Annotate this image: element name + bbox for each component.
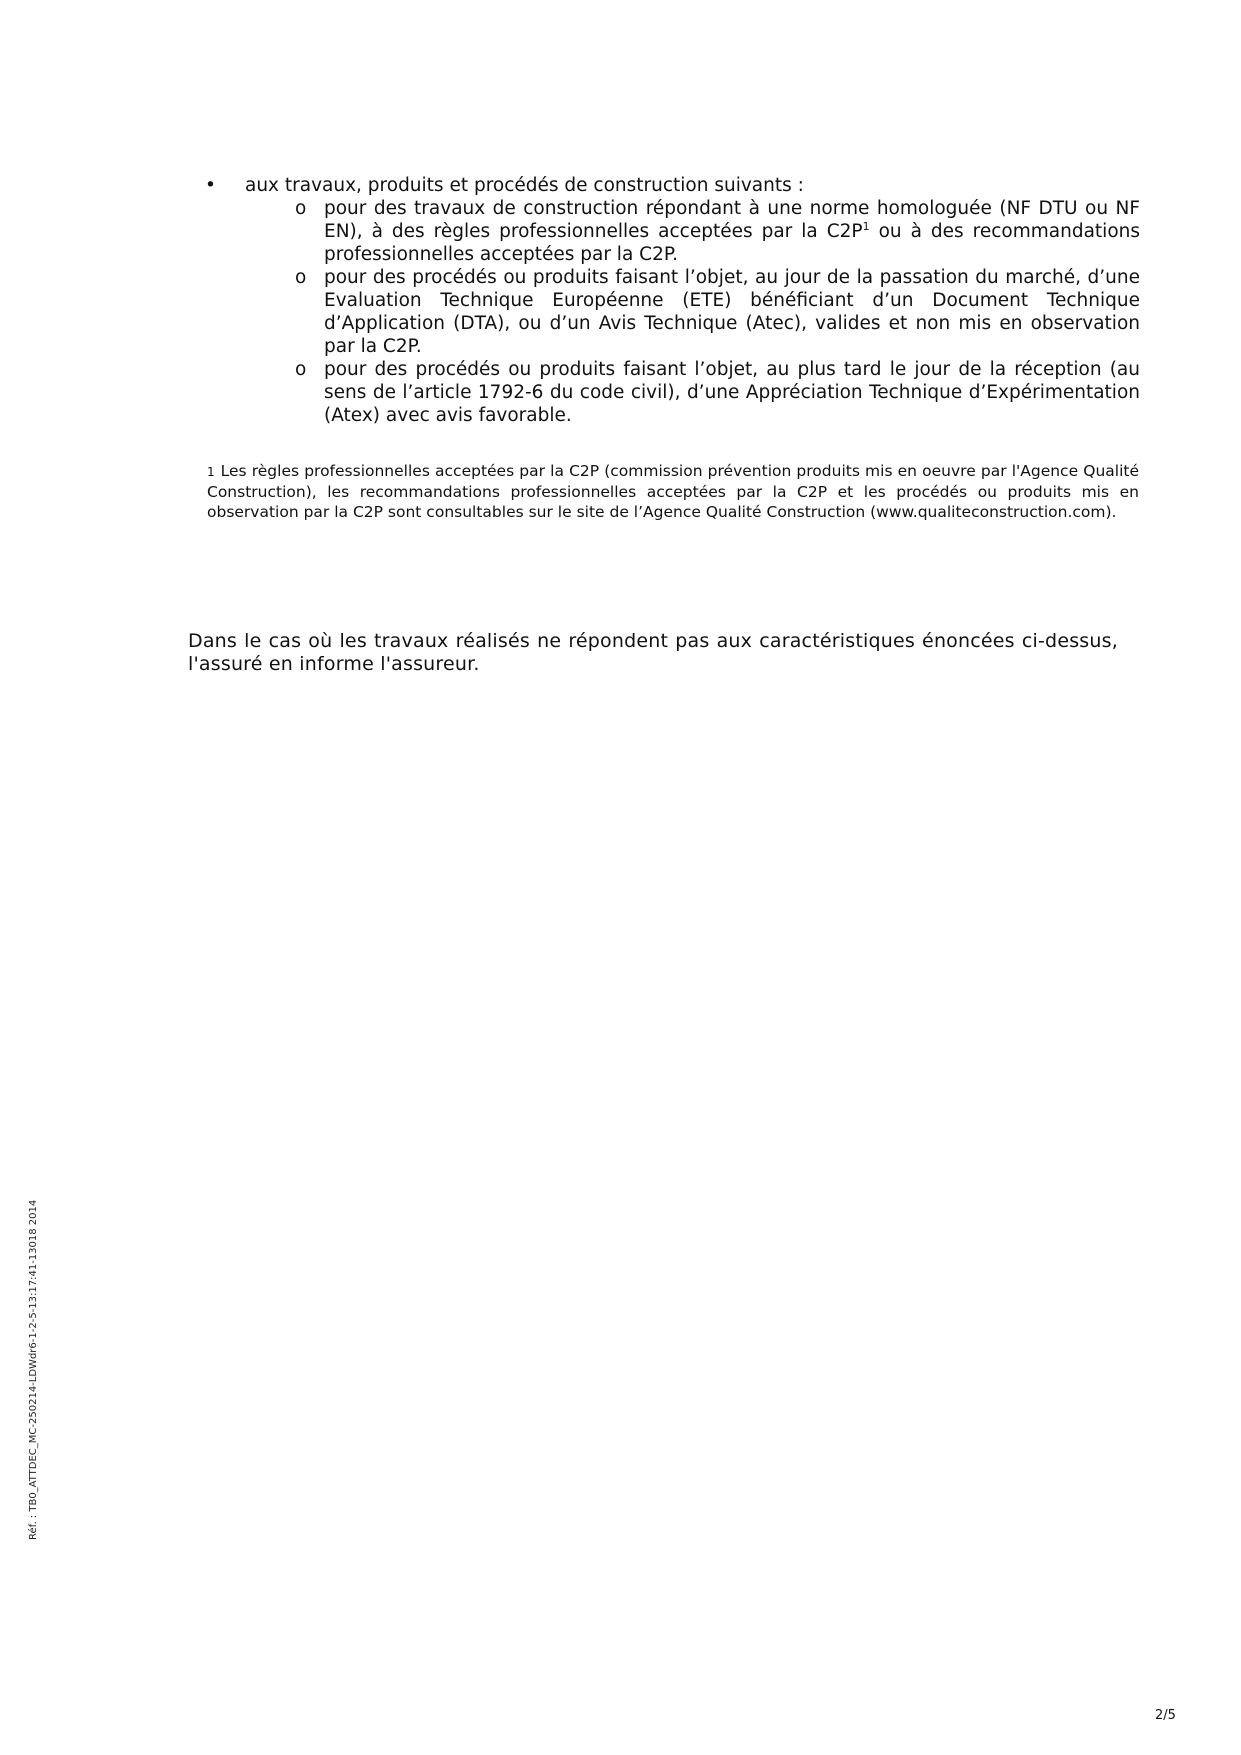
bullet-marker: • <box>205 175 216 196</box>
footnote-text: Les règles professionnelles acceptées par la C2P (commission prévention produits mis en oeuvre par l'Agence Qualité Construction), les recommandations professionnelles acceptées par la C2P et les procédés ou produits mis en observation par la C2P sont consultables sur le site de l’Agence Qualité Construction (www.qualiteconstruction.com). <box>207 462 1139 521</box>
sub-item-marker: o <box>295 198 307 219</box>
sub-item-text: pour des travaux de construction répondant à une norme homologuée (NF DTU ou NF EN), à des règles professionnelles acceptées par la C2P <box>324 198 1140 242</box>
footnote <box>207 461 1139 522</box>
sub-list <box>295 197 1140 427</box>
sub-item-text: pour des procédés ou produits faisant l’objet, au jour de la passation du marché, d’une Evaluation Technique Européenne (ETE) bénéficiant d’un Document Technique d’Application (DTA), ou d’un Avis Technique (Atec), valides et non mis en observation par la C2P. <box>324 267 1140 357</box>
footnote-reference: 1 <box>862 219 870 233</box>
main-bullet-text: aux travaux, produits et procédés de construction suivants : <box>245 175 804 196</box>
main-bullet-item <box>205 174 1140 197</box>
sub-item-marker: o <box>295 267 307 288</box>
side-reference: Réf. : TB0_ATTDEC_MC-250214-LDWdr6-1-2-5-13:17:41-13018 2014 <box>28 1199 39 1540</box>
conclusion-paragraph: Dans le cas où les travaux réalisés ne répondent pas aux caractéristiques énoncées ci-dessus, l'assuré en informe l'assureur. <box>188 630 1118 675</box>
sub-item-standards <box>295 197 1140 266</box>
sub-item-ete-atec <box>295 266 1140 358</box>
sub-item-atex <box>295 358 1140 427</box>
footnote-marker: 1 <box>207 465 215 479</box>
sub-item-marker: o <box>295 359 307 380</box>
scope-list <box>205 174 1140 427</box>
sub-item-text-continued: ou à des recommandations professionnelles acceptées par la C2P. <box>324 221 1141 265</box>
sub-item-text: pour des procédés ou produits faisant l’objet, au plus tard le jour de la réception (au sens de l’article 1792-6 du code civil), d’une Appréciation Technique d’Expérimentation (Atex) avec avis favorable. <box>324 359 1140 426</box>
page-number: 2/5 <box>1155 1708 1176 1723</box>
